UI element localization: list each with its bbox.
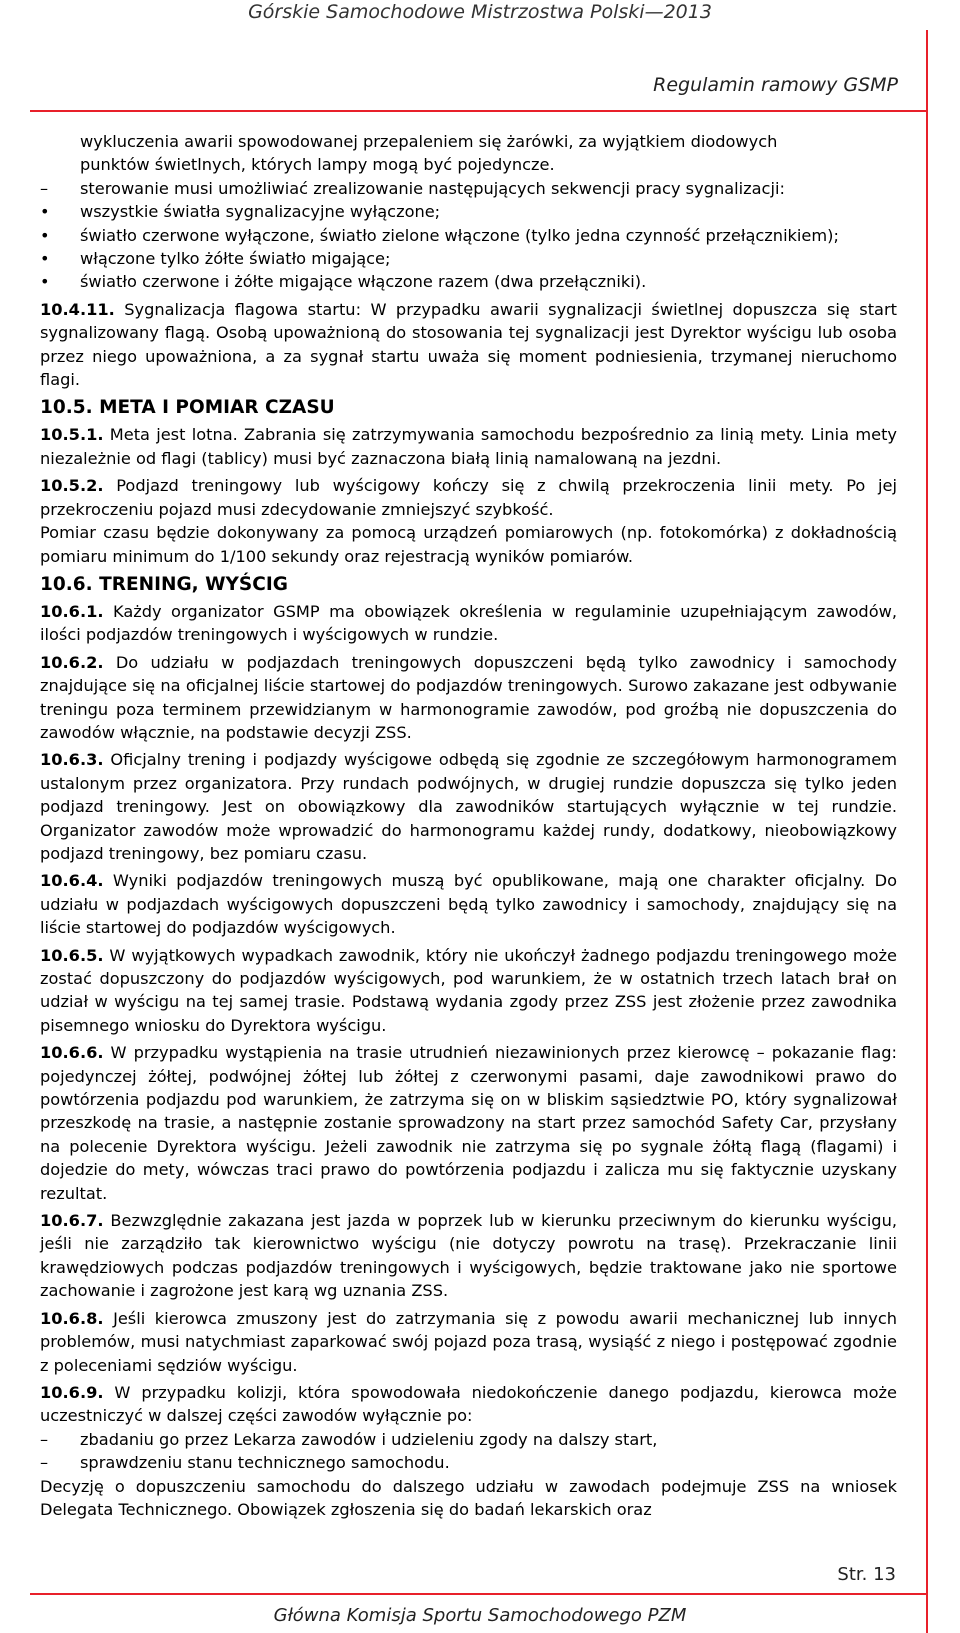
paragraph-10-6-2 (40, 651, 897, 745)
paragraph-10-6-8 (40, 1307, 897, 1377)
clause-text: Podjazd treningowy lub wyścigowy kończy się z chwilą przekroczenia linii mety. Po jej przekroczeniu pojazd musi zdecydowanie zmniejszyć szybkość. (40, 476, 897, 519)
clause-number: 10.6.6. (40, 1043, 104, 1063)
clause-text: W przypadku kolizji, która spowodowała niedokończenie danego podjazdu, kierowca może uczestniczyć w dalszej części zawodów wyłącznie po: (40, 1382, 897, 1426)
intro-line-1: wykluczenia awarii spowodowanej przepaleniem się żarówki, za wyjątkiem diodowych (80, 132, 778, 151)
bullet-item (40, 247, 897, 270)
section-heading-10-5: 10.5. META I POMIAR CZASU (40, 397, 335, 419)
dash-marker: – (40, 178, 49, 198)
bullet-item (40, 200, 897, 223)
intro-block (40, 130, 897, 294)
running-footer-title: Główna Komisja Sportu Samochodowego PZM (273, 1605, 687, 1626)
dash-text: zbadaniu go przez Lekarza zawodów i udzieleniu zgody na dalszy start, (80, 1429, 658, 1449)
paragraph-10-6-9-cont: Decyzję o dopuszczeniu samochodu do dalszego udziału w zawodach podejmuje ZSS na wniosek Delegata Technicznego. Obowiązek zgłoszenia się do badań lekarskich oraz (40, 1476, 897, 1519)
header-rule (30, 110, 927, 112)
bullet-text: światło czerwone i żółte migające włączone razem (dwa przełączniki). (80, 272, 647, 292)
clause-number: 10.5.1. (40, 425, 104, 445)
bullet-item (40, 270, 897, 293)
bullet-marker: • (40, 225, 50, 245)
paragraph-10-6-4 (40, 869, 897, 939)
clause-text: W wyjątkowych wypadkach zawodnik, który nie ukończył żadnego podjazdu treningowego może zostać dopuszczony do podjazdów wyścigowych, pod warunkiem, że w ostatnich trzech latach brał on udział w wyścigu na tej samej trasie. Podstawą wydania zgody przez ZSS jest złożenie przez zawodnika pisemnego wniosku do Dyrektora wyścigu. (40, 945, 897, 1035)
dash-text: sterowanie musi umożliwiać zrealizowanie następujących sekwencji pracy sygnalizacji: (80, 178, 785, 198)
dash-marker: – (40, 1453, 49, 1473)
clause-text: Sygnalizacja flagowa startu: W przypadku awarii sygnalizacji świetlnej dopuszcza się start sygnalizowany flagą. Osobą upoważnioną do stosowania tej sygnalizacji jest Dyrektor wyścigu lub osoba przez niego upoważniona, a za sygnał startu uważa się moment podniesienia, trzymanej nieruchomo flagi. (40, 299, 897, 390)
dash-marker: – (40, 1429, 49, 1449)
document-body (40, 130, 897, 1521)
bullet-text: wszystkie światła sygnalizacyjne wyłączone; (80, 202, 441, 222)
paragraph-10-5-2-cont: Pomiar czasu będzie dokonywany za pomocą urządzeń pomiarowych (np. fotokomórka) z dokładnością pomiaru minimum do 1/100 sekundy oraz rejestracją wyników pomiarów. (40, 523, 897, 566)
clause-number: 10.6.8. (40, 1308, 104, 1328)
running-header-subtitle: Regulamin ramowy GSMP (653, 74, 898, 96)
bullet-item (40, 224, 897, 247)
clause-number: 10.6.7. (40, 1211, 104, 1231)
page-number: Str. 13 (837, 1564, 896, 1585)
paragraph-10-6-7 (40, 1209, 897, 1303)
clause-number: 10.5.2. (40, 476, 104, 496)
paragraph-10-4-11 (40, 298, 897, 392)
clause-number: 10.6.5. (40, 945, 104, 965)
footer-rule (30, 1593, 927, 1595)
clause-text: Do udziału w podjazdach treningowych dopuszczeni będą tylko zawodnicy i samochody znajdujące się na oficjalnej liście startowej do podjazdów treningowych. Surowo zakazane jest odbywanie treningu poza terminem przewidzianym w harmonogramie zawodów, pod groźbą nie dopuszczenia do zawodów włącznie, na podstawie decyzji ZSS. (40, 652, 897, 742)
clause-text: W przypadku wystąpienia na trasie utrudnień niezawinionych przez kierowcę – pokazanie flag: pojedynczej żółtej, podwójnej żółtej lub żółtej z czerwonymi pasami, daje zawodnikowi prawo do powtórzenia podjazdu pod warunkiem, że zatrzyma się on w bliskim sąsiedztwie PO, który sygnalizował przeszkodę na trasie, a następnie zostanie sprowadzony na start przez samochód Safety Car, przysłany na polecenie Dyrektora wyścigu. Jeżeli zawodnik nie zatrzyma się po sygnale żółtą flagą (flagami) i dojedzie do mety, wówczas traci prawo do powtórzenia podjazdu i zalicza mu się faktycznie uzyskany rezultat. (40, 1043, 897, 1203)
clause-number: 10.6.9. (40, 1382, 104, 1402)
dash-list-item (40, 177, 897, 200)
bullet-marker: • (40, 272, 50, 292)
dash-list-item (40, 1428, 897, 1451)
paragraph-10-5-1 (40, 423, 897, 470)
clause-number: 10.6.2. (40, 652, 104, 672)
clause-number: 10.6.4. (40, 871, 104, 891)
clause-text: Bezwzględnie zakazana jest jazda w poprzek lub w kierunku przeciwnym do kierunku wyścigu, jeśli nie zarządziło tak kierownictwo wyścigu (nie dotyczy powrotu na trasę). Przekraczanie linii krawędziowych podczas podjazdów treningowych i wyścigowych, będzie traktowane jako nie sportowe zachowanie i zagrożone jest karą wg uznania ZSS. (40, 1211, 897, 1301)
clause-text: Oficjalny trening i podjazdy wyścigowe odbędą się zgodnie ze szczegółowym harmonogramem ustalonym przez organizatora. Przy rundach podwójnych, w drugiej rundzie dopuszcza się tylko jeden podjazd treningowy. Jest on obowiązkowy dla zawodników startujących wyłącznie w tej rundzie. Organizator zawodów może wprowadzić do harmonogramu każdej rundy, dodatkowy, nieobowiązkowy podjazd treningowy, bez pomiaru czasu. (40, 750, 897, 863)
bullet-text: włączone tylko żółte światło migające; (80, 249, 391, 269)
paragraph-10-6-5 (40, 944, 897, 1038)
intro-line-2: punktów świetlnych, których lampy mogą być pojedyncze. (80, 155, 555, 175)
dash-list-item (40, 1451, 897, 1474)
bullet-text: światło czerwone wyłączone, światło zielone włączone (tylko jedna czynność przełącznikiem); (80, 225, 839, 245)
clause-number: 10.6.1. (40, 601, 104, 621)
section-heading-10-6: 10.6. TRENING, WYŚCIG (40, 573, 288, 595)
dash-list (40, 1428, 897, 1475)
margin-rule-vertical (926, 30, 928, 1633)
paragraph-10-5-2 (40, 474, 897, 521)
clause-text: Jeśli kierowca zmuszony jest do zatrzymania się z powodu awarii mechanicznej lub innych problemów, musi natychmiast zaparkować swój pojazd poza trasą, wysiąść z niego i postępować zgodnie z poleceniami sędziów wyścigu. (40, 1308, 897, 1375)
paragraph-10-6-9 (40, 1381, 897, 1428)
bullet-marker: • (40, 249, 50, 269)
paragraph-10-6-1 (40, 600, 897, 647)
clause-number: 10.4.11. (40, 299, 115, 319)
clause-number: 10.6.3. (40, 750, 104, 770)
clause-text: Każdy organizator GSMP ma obowiązek określenia w regulaminie uzupełniającym zawodów, ilości podjazdów treningowych i wyścigowych w rundzie. (40, 601, 897, 645)
clause-text: Meta jest lotna. Zabrania się zatrzymywania samochodu bezpośrednio za linią mety. Linia mety niezależnie od flagi (tablicy) musi być zaznaczona białą linią namalowaną na jezdni. (40, 425, 897, 468)
running-header-title: Górskie Samochodowe Mistrzostwa Polski—2013 (248, 1, 712, 23)
paragraph-10-6-6 (40, 1041, 897, 1205)
dash-text: sprawdzeniu stanu technicznego samochodu. (80, 1453, 450, 1473)
bullet-marker: • (40, 202, 50, 222)
clause-text: Wyniki podjazdów treningowych muszą być opublikowane, mają one charakter oficjalny. Do udziału w podjazdach wyścigowych dopuszczeni będą tylko zawodnicy i samochody, znajdujący się na liście startowej do podjazdów wyścigowych. (40, 871, 897, 938)
paragraph-10-6-3 (40, 748, 897, 865)
